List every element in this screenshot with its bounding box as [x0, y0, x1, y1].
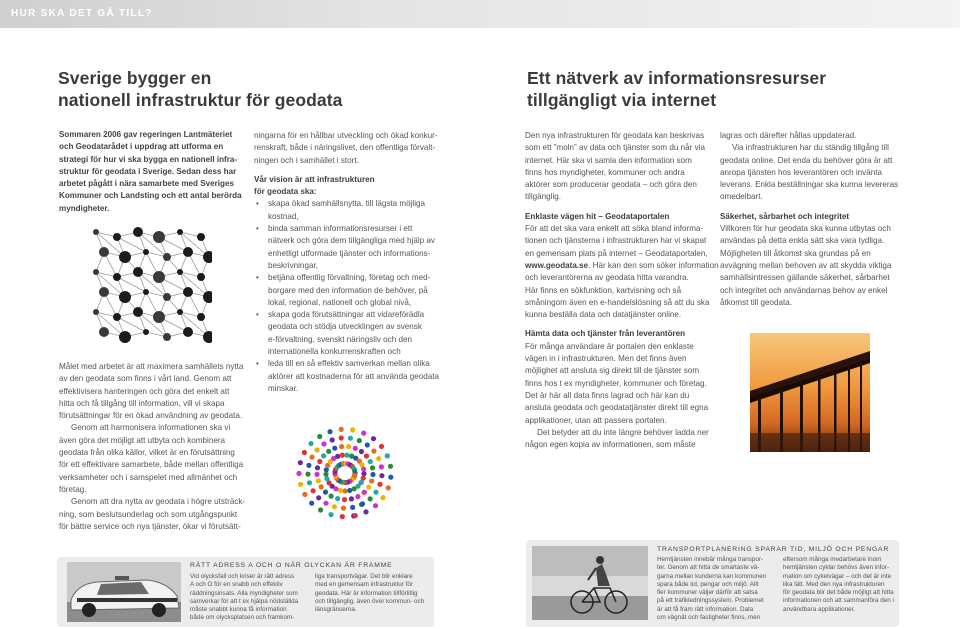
col3b-line: www.geodata.se. Här kan den som söker information: [525, 260, 719, 270]
col4b-line: Villkoren för hur geodata ska kunna utbytas och: [720, 224, 891, 234]
vision-list: [254, 198, 444, 395]
col3d-line: någon egen kopia av informationen, som måste: [525, 440, 696, 450]
col4b-line: avvägning mellan behoven av att skydda viktiga: [720, 260, 892, 270]
box-left-1-line: både om olycksplatsen och framkom-: [190, 614, 295, 622]
vision-list-item: • binda samman informationsresurser i ett nätverk och göra dem tillgängliga med hjälp av enhetligt utformade tjänster och informations- beskrivningar,: [254, 223, 444, 272]
body3-line: ning, som beslutsunderlag och som utgångspunkt: [59, 509, 238, 519]
intro-line: Kommuner och Landsting och ett antal berörda: [59, 191, 242, 201]
intro-line: strategi för hur vi ska bygga en nationell infra-: [59, 154, 238, 164]
right-title: [527, 67, 826, 111]
header-bar: [0, 0, 960, 28]
skydivers-image: [283, 420, 407, 526]
body3-line: Genom att dra nytta av geodata i högre utsträck-: [71, 497, 246, 507]
col4b-line: Möjligheten till åtkomst ska grundas på en: [720, 248, 871, 258]
box-right-1-line: på ett trafikledningssystem. Problemet: [657, 597, 764, 605]
box-right-2-line: mation om cykelvägar – och det är inte: [783, 572, 892, 580]
box-right-1-line: spara både tid, pengar och miljö. Allt: [657, 580, 759, 588]
col4a-line: anropa tjänsten hos leverantören och invänta: [720, 167, 882, 177]
col3c-line: finns hos t ex myndigheter, kommuner och företag.: [525, 378, 707, 388]
security-heading: Säkerhet, sårbarhet och integritet: [720, 211, 850, 221]
col4a-line: Via infrastrukturen har du ständig tillgång till: [732, 143, 889, 153]
section-label: HUR SKA DET GÅ TILL?: [11, 8, 153, 19]
col3a-line: aktörer som producerar geodata – och göra den: [525, 180, 697, 190]
body2-line: för ett effektivare samarbete, både mellan offentliga: [59, 460, 244, 470]
intro-line: arbetet pågått i nära samarbete med Sveriges: [59, 179, 234, 189]
col3a-line: internet. Här ska vi samla den information som: [525, 155, 692, 165]
vision-heading: Vår vision är att infrastrukturen: [254, 174, 375, 184]
box-right-2-line: lika lätt. Med den nya infrastrukturen: [783, 580, 885, 588]
vision-list-item: • skapa goda förutsättningar att vidareförädla geodata och stödja utvecklingen av svensk e-förvaltning, svenskt näringsliv och den internationella konkurrenskraften och: [254, 309, 444, 358]
col3b-line: småningom även en e-handelslösning så att du ska: [525, 297, 710, 307]
col4a-line: leverans. Enkla beställningar ska kunna levereras: [720, 180, 899, 190]
body2-line: verksamheter och i samspelet med allmänhet och: [59, 472, 238, 482]
box-right-1-line: garna mellan kunderna kan kommunen: [657, 572, 767, 580]
police-car-image: [67, 562, 181, 622]
col4b-line: samhällsintressen gällande säkerhet, sårbarhet: [720, 273, 890, 283]
body2-line: geodata från olika källor, vilket är en förutsättning: [59, 448, 235, 458]
left-title: [58, 67, 343, 111]
body1-line: förutsättningar för en ökad användning av geodata.: [59, 411, 243, 421]
intro-line: och Geodatarådet i uppdrag att utforma en: [59, 142, 224, 152]
box-left-2-line: länsgränserna.: [315, 606, 357, 614]
intro-line: struktur för geodata i Sverige. Sedan dess har: [59, 166, 237, 176]
col4b-line: åtkomst till geodata.: [720, 297, 792, 307]
box-left-1-line: Vid olycksfall och kriser är rätt adress: [190, 573, 295, 580]
col3c-line: För många användare är portalen den enklaste: [525, 341, 694, 351]
box-emergency-text-2: [315, 573, 430, 614]
body2-line: Genom att harmonisera informationen ska vi: [71, 423, 231, 433]
col3b-line: För att det ska vara enkelt att söka bland informa-: [525, 224, 704, 234]
col3b-line: Här finns en sökfunktion, kartvisning och så: [525, 285, 682, 295]
body-column-2: [254, 130, 444, 395]
box-right-1-line: fler kommuner väljer därför att satsa: [657, 589, 758, 597]
col3a-line: Den nya infrastrukturen för geodata kan beskrivas: [525, 131, 705, 140]
body1-line: av den geodata som finns i vårt land. Genom att: [59, 374, 232, 384]
box-right-1-line: om vägnät och fastigheter finns, men: [657, 614, 761, 622]
box-emergency-title: RÄTT ADRESS A OCH O NÄR OLYCKAN ÄR FRAMME: [190, 562, 393, 569]
col4b-line: användas på detta enkla sätt ska vara tydliga.: [720, 236, 885, 246]
col3a-line: finns hos myndigheter, kommuner och andra: [525, 167, 685, 177]
col3b-line: en gemensam plats på internet – Geodataportalen,: [525, 248, 708, 258]
vision-heading-2: för geodata ska:: [254, 187, 317, 197]
body1-line: Målet med arbetet är att maximera samhällets nytta: [59, 362, 244, 371]
bridge-image: [750, 333, 870, 452]
col3c-line: Det är här all data finns lagrad och här kan du: [525, 390, 690, 400]
box-right-1-line: är att få fram rätt information. Data: [657, 605, 754, 613]
box-right-1-line: Hemtjänsten innebär många transpor-: [657, 556, 764, 563]
network-image: [88, 224, 212, 344]
box-left-1-line: samverkar för att t ex hjälpa nödställda: [190, 597, 299, 605]
box-transport-text-1: [657, 556, 779, 622]
box-right-1-line: ter. Genom att hitta de smartaste vä-: [657, 564, 760, 572]
col2-line: ningarna för en hållbar utveckling och ökad konkur-: [254, 131, 438, 140]
intro-line: Sommaren 2006 gav regeringen Lantmäteriet: [59, 130, 233, 139]
box-left-2-line: liga transportvägar. Det blir enklare: [315, 573, 413, 580]
intro-line: myndigheter.: [59, 203, 110, 213]
body1-line: effektivisera hanteringen och göra det enkelt att: [59, 386, 230, 396]
col3b-line: och leverantörerna av geodata hitta varandra.: [525, 273, 689, 283]
vision-list-item: • skapa ökad samhällsnytta, till lägsta möjliga kostnad,: [254, 198, 444, 223]
body2-line: företag.: [59, 484, 87, 494]
col4a-line: geodata online. Det enda du behöver göra är att: [720, 155, 893, 165]
box-transport-title: TRANSPORTPLANERING SPARAR TID, MILJÖ OCH PENGAR: [657, 546, 890, 553]
box-left-2-line: och tillgänglig, även över kommun- och: [315, 597, 425, 605]
box-transport-text-2: [783, 556, 898, 614]
col3c-line: vägen in i infrastrukturen. Men det finns även: [525, 354, 687, 364]
col3c-line: applikationer, utan att passera portalen.: [525, 415, 667, 425]
body-column-4: [720, 130, 900, 309]
box-right-2-line: hemtjänsten cyklar behövs även infor-: [783, 564, 890, 572]
col2-line: renskraft, både i näringslivet, den offentliga förvalt-: [254, 143, 436, 153]
portal-link[interactable]: www.geodata.se: [525, 260, 589, 270]
provider-heading: Hämta data och tjänster från leverantören: [525, 329, 686, 339]
col3a-line: som ett ”moln” av data och tjänster som du når via: [525, 143, 705, 153]
col3b-line: tionen och tjänsterna i infrastrukturen har vi skapat: [525, 236, 707, 246]
body1-line: hitta och få tillgång till information, vill vi skapa: [59, 398, 225, 408]
col3d-line: Det betyder att du inte längre behöver ladda ner: [537, 427, 709, 437]
col4b-line: och integritet och användarnas behov av enkel: [720, 285, 888, 295]
body2-line: även göra det möjligt att utbyta och kombinera: [59, 435, 226, 445]
box-left-1-line: A och O för en snabb och effektiv: [190, 581, 283, 589]
vision-list-item: • betjäna offentlig förvaltning, företag och med- borgare med den information de behöver, på lokal, regional, nationell och global nivå,: [254, 272, 444, 309]
box-left-2-line: geodata. Här är information tillförlitlig: [315, 589, 418, 597]
box-right-2-line: informationen och att sammanföra den i: [783, 597, 894, 605]
portal-heading: Enklaste vägen hit – Geodataportalen: [525, 211, 670, 221]
body-column-1: [59, 361, 249, 533]
box-left-1-line: räddningsinsats. Alla myndigheter som: [190, 589, 298, 597]
col4a-line: lagras och därefter hållas uppdaterad.: [720, 131, 857, 140]
right-title-line2: tillgängligt via internet: [527, 90, 717, 110]
left-title-line2: nationell infrastruktur för geodata: [58, 90, 343, 110]
col3c-line: ansluta geodata och geodatatjänster direkt till egna: [525, 403, 709, 413]
left-title-line1: Sverige bygger en: [58, 68, 212, 88]
col4a-line: omedelbart.: [720, 192, 763, 202]
col3b-line: kunna beställa data och datatjänster online.: [525, 310, 682, 320]
box-left-2-line: med en gemensam infrastruktur för: [315, 581, 413, 589]
col3c-line: möjlighet att ansluta sig direkt till de tjänster som: [525, 366, 700, 376]
box-emergency-text-1: [190, 573, 310, 623]
intro-paragraph: [59, 129, 249, 215]
vision-list-item: • leda till en så effektiv samverkan mellan olika aktörer att kostnaderna för att använda geodata minskar.: [254, 358, 444, 395]
cyclist-image: [532, 546, 648, 620]
box-right-2-line: användbara applikationer.: [783, 605, 856, 613]
col3a-line: tillgänglig.: [525, 192, 561, 202]
body3-line: för bättre service och nya tjänster, ökar vi förutsätt-: [59, 521, 241, 531]
right-title-line1: Ett nätverk av informationsresurser: [527, 68, 827, 88]
box-right-2-line: eftersom många medarbetare inom: [783, 556, 882, 563]
box-right-2-line: för geodata blir det både möjligt att hitta: [783, 589, 894, 597]
box-left-1-line: måste snabbt kunna få information: [190, 606, 287, 614]
col2-line: ningen och i samhället i stort.: [254, 155, 359, 165]
body-column-3: [525, 130, 720, 451]
